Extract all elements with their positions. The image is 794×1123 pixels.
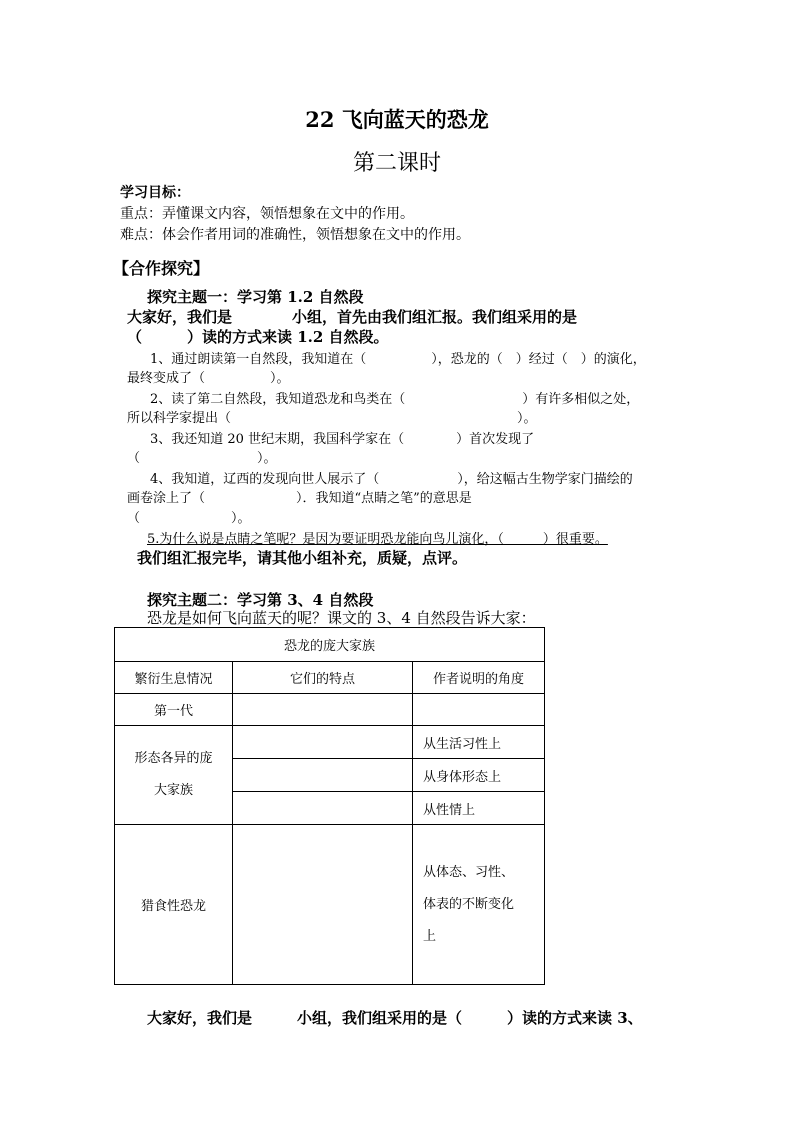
question-1-line2: 最终变成了（ ）。 — [127, 371, 290, 386]
key-point: 重点：弄懂课文内容，领悟想象在文中的作用。 — [120, 206, 414, 222]
question-3-line2: （ ）。 — [127, 451, 277, 466]
row-predatory-label: 猎食性恐龙 — [115, 825, 233, 985]
row-first-generation-label: 第一代 — [115, 694, 233, 726]
row-diverse-family-label-a: 形态各异的庞 — [134, 751, 213, 766]
angle-body-shape: 从身体形态上 — [413, 759, 545, 792]
table-caption: 恐龙的庞大家族 — [115, 628, 545, 662]
question-4-line3: （ ）。 — [127, 511, 251, 526]
header-angle: 作者说明的角度 — [413, 662, 545, 694]
row-predatory-features[interactable] — [233, 825, 413, 985]
topic1-intro-line1: 大家好，我们是 小组，首先由我们组汇报。我们组采用的是 — [127, 308, 578, 326]
question-1-line1: 1、通过朗读第一自然段，我知道在（ ），恐龙的（ ）经过（ ）的演化， — [150, 352, 646, 367]
row-predatory-angle — [413, 825, 545, 985]
question-2-line2: 所以科学家提出（ ）。 — [127, 411, 537, 426]
row-diverse-family-features-2[interactable] — [233, 759, 413, 792]
predatory-angle-line-3: 上 — [423, 928, 437, 944]
topic1-intro-line2: （ ）读的方式来读 1.2 自然段。 — [127, 328, 389, 346]
topic1-closing: 我们组汇报完毕，请其他小组补充，质疑，点评。 — [137, 549, 468, 567]
row-diverse-family-label — [115, 726, 233, 825]
question-4-line1: 4、我知道，辽西的发现向世人展示了（ ），给这幅古生物学家门描绘的 — [150, 472, 633, 487]
row-diverse-family-features-3[interactable] — [233, 792, 413, 825]
row-diverse-family-features-1[interactable] — [233, 726, 413, 759]
topic2-heading: 探究主题二：学习第 3、4 自然段 — [147, 591, 374, 609]
lesson-subtitle: 第二课时 — [352, 151, 441, 176]
header-features: 它们的特点 — [233, 662, 413, 694]
row-diverse-family-label-b: 大家族 — [153, 783, 193, 798]
row-first-generation-features[interactable] — [233, 694, 413, 726]
topic2-intro: 恐龙是如何飞向蓝天的呢？课文的 3、4 自然段告诉大家： — [147, 609, 536, 627]
dinosaur-family-table — [114, 627, 545, 985]
question-3-line1: 3、我还知道 20 世纪末期，我国科学家在（ ）首次发现了 — [150, 432, 535, 447]
document-title: 22 飞向蓝天的恐龙 — [305, 107, 489, 132]
angle-habits: 从生活习性上 — [413, 726, 545, 759]
predatory-angle-line-1: 从体态、习性、 — [423, 864, 515, 880]
section-header: 【合作探究】 — [113, 259, 210, 278]
goals-label: 学习目标： — [120, 185, 190, 201]
row-first-generation-angle[interactable] — [413, 694, 545, 726]
difficulty-point: 难点：体会作者用词的准确性，领悟想象在文中的作用。 — [120, 227, 470, 243]
topic2-report-line: 大家好，我们是 小组，我们组采用的是（ ）读的方式来读 3、 — [147, 1009, 643, 1027]
question-2-line1: 2、读了第二自然段，我知道恐龙和鸟类在（ ）有许多相似之处， — [150, 392, 640, 407]
question-4-line2: 画卷涂上了（ ）．我知道“点睛之笔”的意思是 — [127, 491, 472, 506]
header-reproduction: 繁衍生息情况 — [115, 662, 233, 694]
question-5: 5.为什么说是点睛之笔呢？是因为要证明恐龙能向鸟儿演化，（ ）很重要。 — [147, 532, 608, 547]
topic1-heading: 探究主题一：学习第 1.2 自然段 — [147, 288, 364, 306]
predatory-angle-line-2: 体表的不断变化 — [423, 896, 515, 912]
angle-temperament: 从性情上 — [413, 792, 545, 825]
